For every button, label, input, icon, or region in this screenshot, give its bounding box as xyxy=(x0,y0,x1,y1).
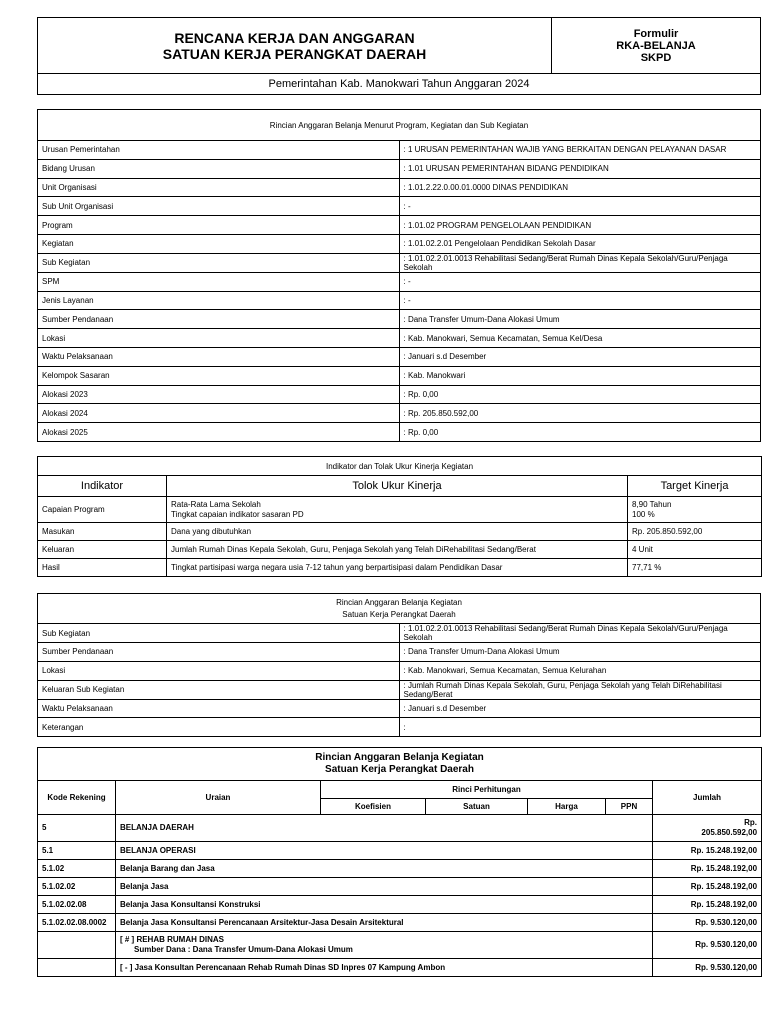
table-row xyxy=(38,347,761,366)
column-header-harga: Harga xyxy=(528,799,606,815)
table-row xyxy=(38,680,761,699)
table-row xyxy=(38,559,762,577)
row-value: : 1.01.02 PROGRAM PENGELOLAAN PENDIDIKAN xyxy=(399,216,761,235)
row-value: : 1.01.2.22.0.00.01.0000 DINAS PENDIDIKAN xyxy=(399,178,761,197)
row-label: Alokasi 2025 xyxy=(38,423,400,442)
section-title xyxy=(38,748,762,781)
column-header-indikator: Indikator xyxy=(38,476,167,497)
row-label: Waktu Pelaksanaan xyxy=(38,347,400,366)
table-row xyxy=(38,423,761,442)
indikator-cell: Capaian Program xyxy=(38,497,167,523)
kode-cell: 5.1.02.02.08.0002 xyxy=(38,914,116,932)
table-row xyxy=(38,914,762,932)
column-header-tolok-ukur: Tolok Ukur Kinerja xyxy=(167,476,628,497)
form-line-2: RKA-BELANJA xyxy=(616,39,696,52)
row-label: Urusan Pemerintahan xyxy=(38,141,400,160)
kode-cell: 5.1.02.02.08 xyxy=(38,896,116,914)
column-header-uraian: Uraian xyxy=(116,781,321,815)
section-title-line: Rincian Anggaran Belanja Kegiatan xyxy=(315,752,484,763)
row-label: Waktu Pelaksanaan xyxy=(38,699,400,718)
indikator-cell: Masukan xyxy=(38,523,167,541)
table-row xyxy=(38,815,762,842)
table-row xyxy=(38,878,762,896)
table-row xyxy=(38,234,761,253)
row-value: : Kab. Manokwari, Semua Kecamatan, Semua Kelurahan xyxy=(399,661,761,680)
section-title-line: Rincian Anggaran Belanja Kegiatan xyxy=(336,597,462,607)
jumlah-cell: Rp. 15.248.192,00 xyxy=(653,842,762,860)
column-header-ppn: PPN xyxy=(606,799,653,815)
tolok-ukur-line: Rata-Rata Lama Sekolah xyxy=(171,499,261,509)
tolok-ukur-line: Tingkat capaian indikator sasaran PD xyxy=(171,509,304,519)
funding-source-line: Sumber Dana : Dana Transfer Umum-Dana Alokasi Umum xyxy=(134,945,353,954)
section-title: Rincian Anggaran Belanja Menurut Program, Kegiatan dan Sub Kegiatan xyxy=(38,110,761,141)
table-row xyxy=(38,896,762,914)
target-cell xyxy=(628,497,762,523)
row-label: Keluaran Sub Kegiatan xyxy=(38,680,400,699)
table-row xyxy=(38,624,761,643)
row-label: SPM xyxy=(38,272,400,291)
kode-cell: 5.1.02 xyxy=(38,860,116,878)
row-value: : Januari s.d Desember xyxy=(399,699,761,718)
column-header-kode: Kode Rekening xyxy=(38,781,116,815)
target-cell: 77,71 % xyxy=(628,559,762,577)
row-label: Sumber Pendanaan xyxy=(38,310,400,329)
table-row xyxy=(38,366,761,385)
table-row xyxy=(38,291,761,310)
document-title xyxy=(38,18,552,73)
section-title-line: Satuan Kerja Perangkat Daerah xyxy=(342,609,456,619)
program-details-section xyxy=(37,109,761,442)
indikator-cell: Keluaran xyxy=(38,541,167,559)
row-label: Keterangan xyxy=(38,718,400,737)
title-line-1: RENCANA KERJA DAN ANGGARAN xyxy=(174,29,415,46)
jumlah-line: 205.850.592,00 xyxy=(701,828,758,837)
table-row xyxy=(38,272,761,291)
row-value: : 1.01.02.2.01 Pengelolaan Pendidikan Sekolah Dasar xyxy=(399,234,761,253)
column-header-satuan: Satuan xyxy=(426,799,528,815)
title-line-2: SATUAN KERJA PERANGKAT DAERAH xyxy=(162,45,427,62)
row-value: : Rp. 0,00 xyxy=(399,385,761,404)
jumlah-cell: Rp. 9.530.120,00 xyxy=(653,914,762,932)
budget-breakdown-section xyxy=(37,747,761,977)
uraian-cell xyxy=(116,932,653,959)
uraian-cell: Belanja Jasa Konsultansi Perencanaan Arsitektur-Jasa Desain Arsitektural xyxy=(116,914,653,932)
document-header xyxy=(37,17,761,95)
performance-indicators-section xyxy=(37,456,761,577)
tolok-ukur-cell xyxy=(167,497,628,523)
row-label: Sub Kegiatan xyxy=(38,624,400,643)
table-row xyxy=(38,959,762,977)
column-header-koefisien: Koefisien xyxy=(321,799,426,815)
table-row xyxy=(38,661,761,680)
jumlah-cell: Rp. 9.530.120,00 xyxy=(653,959,762,977)
row-label: Sub Kegiatan xyxy=(38,253,400,272)
row-value: : Rp. 0,00 xyxy=(399,423,761,442)
column-header-jumlah: Jumlah xyxy=(653,781,762,815)
section-title xyxy=(38,594,761,624)
table-row xyxy=(38,310,761,329)
kode-cell xyxy=(38,959,116,977)
row-value: : 1.01.02.2.01.0013 Rehabilitasi Sedang/Berat Rumah Dinas Kepala Sekolah/Guru/Penjaga Sekolah xyxy=(399,253,761,272)
jumlah-line: Rp. xyxy=(744,818,758,827)
table-row xyxy=(38,329,761,348)
row-label: Lokasi xyxy=(38,329,400,348)
row-label: Kegiatan xyxy=(38,234,400,253)
tolok-ukur-cell: Dana yang dibutuhkan xyxy=(167,523,628,541)
government-line: Pemerintahan Kab. Manokwari Tahun Anggaran 2024 xyxy=(38,73,760,94)
form-line-1: Formulir xyxy=(633,27,679,40)
section-title: Indikator dan Tolak Ukur Kinerja Kegiatan xyxy=(38,457,762,476)
row-value: : Kab. Manokwari, Semua Kecamatan, Semua Kel/Desa xyxy=(399,329,761,348)
row-label: Lokasi xyxy=(38,661,400,680)
indikator-cell: Hasil xyxy=(38,559,167,577)
table-row xyxy=(38,197,761,216)
budget-breakdown-table xyxy=(37,747,762,977)
row-value: : Kab. Manokwari xyxy=(399,366,761,385)
row-value: : Dana Transfer Umum-Dana Alokasi Umum xyxy=(399,643,761,662)
uraian-line: [ # ] REHAB RUMAH DINAS xyxy=(120,935,224,944)
row-value: : Jumlah Rumah Dinas Kepala Sekolah, Guru, Penjaga Sekolah yang Telah DiRehabilitasi Sedang/Berat xyxy=(399,680,761,699)
target-line: 8,90 Tahun xyxy=(632,499,672,509)
row-value: : Dana Transfer Umum-Dana Alokasi Umum xyxy=(399,310,761,329)
program-details-table xyxy=(37,109,761,442)
sub-activity-details-table xyxy=(37,593,761,737)
table-row xyxy=(38,699,761,718)
form-code xyxy=(552,18,760,73)
row-value: : Januari s.d Desember xyxy=(399,347,761,366)
jumlah-cell: Rp. 9.530.120,00 xyxy=(653,932,762,959)
table-row xyxy=(38,141,761,160)
kode-cell xyxy=(38,932,116,959)
sub-activity-details-section xyxy=(37,593,761,737)
row-label: Jenis Layanan xyxy=(38,291,400,310)
table-row xyxy=(38,718,761,737)
row-label: Kelompok Sasaran xyxy=(38,366,400,385)
target-line: 100 % xyxy=(632,509,655,519)
row-value: : 1.01.02.2.01.0013 Rehabilitasi Sedang/Berat Rumah Dinas Kepala Sekolah/Guru/Penjaga Sekolah xyxy=(399,624,761,643)
column-header-rinci: Rinci Perhitungan xyxy=(321,781,653,799)
kode-cell: 5.1.02.02 xyxy=(38,878,116,896)
row-value: : xyxy=(399,718,761,737)
row-label: Alokasi 2024 xyxy=(38,404,400,423)
table-row xyxy=(38,497,762,523)
target-cell: Rp. 205.850.592,00 xyxy=(628,523,762,541)
kode-cell: 5 xyxy=(38,815,116,842)
row-label: Program xyxy=(38,216,400,235)
table-row xyxy=(38,253,761,272)
form-line-3: SKPD xyxy=(640,51,672,64)
row-label: Bidang Urusan xyxy=(38,159,400,178)
table-row xyxy=(38,523,762,541)
column-header-target: Target Kinerja xyxy=(628,476,762,497)
table-row xyxy=(38,842,762,860)
row-value: : 1 URUSAN PEMERINTAHAN WAJIB YANG BERKAITAN DENGAN PELAYANAN DASAR xyxy=(399,141,761,160)
row-value: : 1.01 URUSAN PEMERINTAHAN BIDANG PENDIDIKAN xyxy=(399,159,761,178)
uraian-cell: [ - ] Jasa Konsultan Perencanaan Rehab Rumah Dinas SD Inpres 07 Kampung Ambon xyxy=(116,959,653,977)
table-row xyxy=(38,643,761,662)
kode-cell: 5.1 xyxy=(38,842,116,860)
uraian-cell: BELANJA OPERASI xyxy=(116,842,653,860)
table-row xyxy=(38,159,761,178)
tolok-ukur-cell: Jumlah Rumah Dinas Kepala Sekolah, Guru, Penjaga Sekolah yang Telah DiRehabilitasi Sedang/Berat xyxy=(167,541,628,559)
row-value: : - xyxy=(399,272,761,291)
row-label: Sub Unit Organisasi xyxy=(38,197,400,216)
row-value: : - xyxy=(399,197,761,216)
jumlah-cell: Rp. 15.248.192,00 xyxy=(653,878,762,896)
row-label: Unit Organisasi xyxy=(38,178,400,197)
row-value: : Rp. 205.850.592,00 xyxy=(399,404,761,423)
table-row xyxy=(38,860,762,878)
section-title-line: Satuan Kerja Perangkat Daerah xyxy=(325,764,474,775)
uraian-cell: BELANJA DAERAH xyxy=(116,815,653,842)
jumlah-cell: Rp. 15.248.192,00 xyxy=(653,860,762,878)
row-value: : - xyxy=(399,291,761,310)
table-row xyxy=(38,932,762,959)
table-row xyxy=(38,541,762,559)
jumlah-cell: Rp. 15.248.192,00 xyxy=(653,896,762,914)
uraian-cell: Belanja Jasa Konsultansi Konstruksi xyxy=(116,896,653,914)
jumlah-cell xyxy=(653,815,762,842)
row-label: Alokasi 2023 xyxy=(38,385,400,404)
uraian-cell: Belanja Jasa xyxy=(116,878,653,896)
table-row xyxy=(38,385,761,404)
table-row xyxy=(38,216,761,235)
target-cell: 4 Unit xyxy=(628,541,762,559)
uraian-cell: Belanja Barang dan Jasa xyxy=(116,860,653,878)
table-row xyxy=(38,404,761,423)
performance-indicators-table xyxy=(37,456,762,577)
table-row xyxy=(38,178,761,197)
row-label: Sumber Pendanaan xyxy=(38,643,400,662)
tolok-ukur-cell: Tingkat partisipasi warga negara usia 7-12 tahun yang berpartisipasi dalam Pendidikan Dasar xyxy=(167,559,628,577)
